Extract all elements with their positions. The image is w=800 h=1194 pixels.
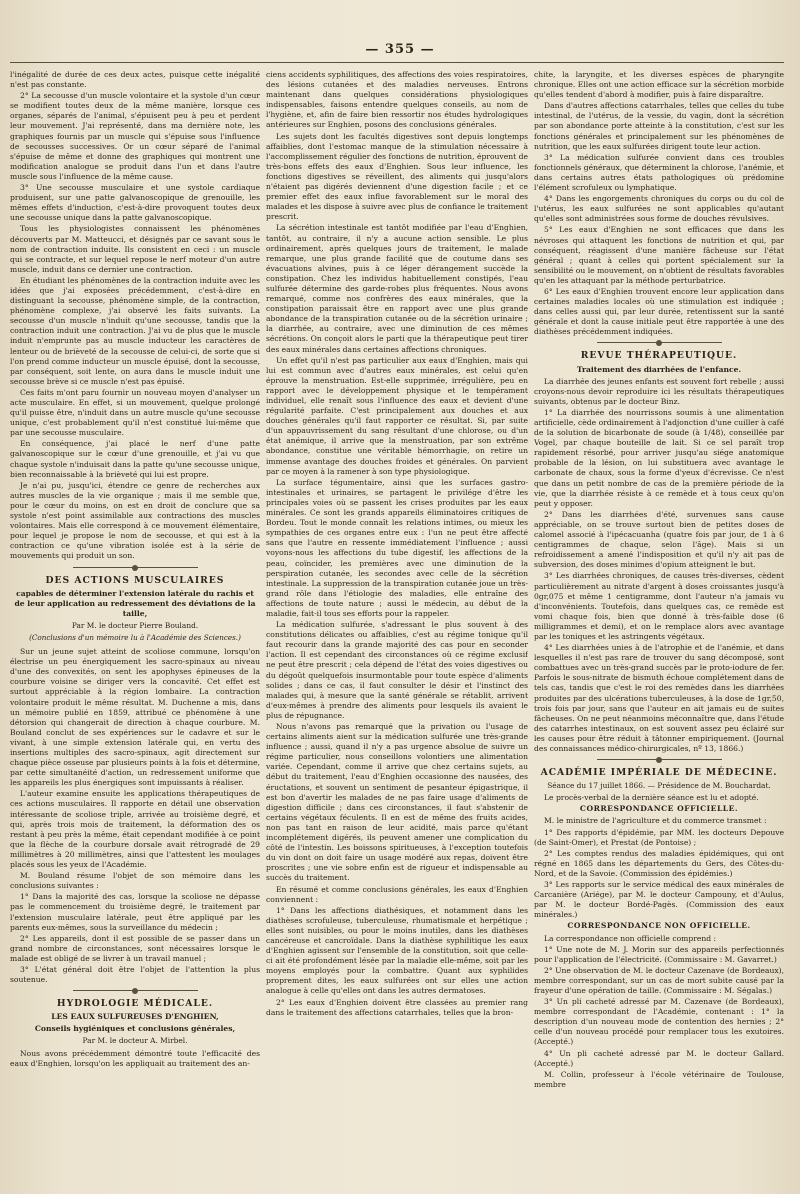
paragraph: 4° Les diarrhées unies à de l'atrophie et de l'anémie, et dans lesquelles il n'est pas rare de trouver du sang décomposé, sont combattues avec un très-grand succès par le proto-iodure de fer. Parfois le sous-nitrate de bismuth échoue complétement dans de tels cas, tandis que c'est le roi des remèdes dans les diarrhées produites par des ulcérations tuberculeuses, à la dose de 1gr,50, trois fois par jour, sans que l'auteur en ait jamais eu de suites fâcheuses. On ne peut néanmoins méconnaître que, dans l'étude des catarrhes intestinaux, on est souvent assez peu éclairé sur les causes pour être réduit à tâtonner empiriquement. (Journal des connaissances médico-chirurgicales, nº 13, 1866.) [534, 643, 784, 753]
paragraph: 1° La diarrhée des nourrissons soumis à une alimentation artificielle, cède ordinairement à l'adjonction d'une cuiller à café de la solution de bicarbonate de soude (à 1/48), conseillée par Vogel, par chaque bouteille de lait. Si ce sel paraît trop rapidement résorbé, pour arriver jusqu'au siége anatomique probable de la lésion, on lui substituera avec avantage le carbonate de chaux, sous la forme d'yeux d'écrevisse. Ce n'est que dans un petit nombre de cas de la première période de la vie, que la diarrhée résiste à ce remède et à tous ceux qu'on peut y opposer. [534, 407, 784, 508]
paragraph: En étudiant les phénomènes de la contraction induite avec les idées que j'ai exposées précédemment, c'est-à-dire en distinguant la secousse, phénomène simple, de la contraction, phénomène complexe, j'ai observé les faits suivants. La secousse d'un muscle n'induit qu'une secousse, tandis que la contraction induit une contraction. J'ai vu de plus que le muscle induit n'emprunte pas au muscle inducteur les caractères de lenteur ou de brièveté de la secousse de celui-ci, de sorte que si l'on prend comme inducteur un muscle épuisé, dont la secousse, par conséquent, soit lente, on aura dans le muscle induit une secousse brève si ce muscle n'est pas épuisé. [10, 275, 260, 386]
paragraph: 2° Les appareils, dont il est possible de se passer dans un grand nombre de circonstances, sont nécessaires lorsque le malade est obligé de se livrer à un travail manuel ; [10, 933, 260, 963]
paragraph: 1° Dans la majorité des cas, lorsque la scoliose ne dépasse pas le commencement du troisième degré, le traitement par l'extension musculaire latérale, peut être appliqué par les parents eux-mêmes, sous la surveillance du médecin ; [10, 892, 260, 932]
paragraph: M. Collin, professeur à l'école vétérinaire de Toulouse, membre [534, 1069, 784, 1089]
paragraph: La médication sulfurée, s'adressant le plus souvent à des constitutions délicates ou affaiblies, c'est au régime tonique qu'il faut recourir dans la grande majorité des cas pour en seconder l'action. Il est cependant des circonstances où ce régime exclusif ne peut être prescrit ; cela dépend de l'état des voies digestives ou du dégoût quelquefois insurmontable pour toute espèce d'aliments solides ; dans ce cas, il faut consulter le désir et l'instinct des malades qui, à mesure que la santé générale se rétablit, arrivent d'eux-mêmes à prendre des aliments pour lesquels ils avaient le plus de répugnance. [266, 620, 528, 720]
paragraph: Nous n'avons pas remarqué que la privation ou l'usage de certains aliments aient sur la médication sulfurée une très-grande influence ; aussi, quand il n'y a pas urgence absolue de suivre un régime particulier, nous conseillons volontiers une alimentation variée. Cependant, comme il arrive que chez certains sujets, au début du traitement, l'eau d'Enghien occasionne des nausées, des éructations, et souvent un sentiment de pesanteur épigastrique, il est bon d'avertir les malades de ne pas faire usage d'aliments de digestion difficile ; dans ces circonstances, il faut s'abstenir de certains végétaux féculents. Il en est de même des fruits acides, non pas tant en raison de leur acidité, mais parce qu'étant incomplétement digérés, ils peuvent amener une complication du côté de l'intestin. Les boissons spiritueuses, à l'exception toutefois du vin dont on doit faire un usage modéré aux repas, doivent être proscrites ; une vie sobre enfin est de rigueur et indispensable au succès du traitement. [266, 722, 528, 883]
paragraph: La diarrhée des jeunes enfants est souvent fort rebelle ; aussi croyons-nous devoir reproduire ici les résultats thérapeutiques suivants, obtenus par le docteur Binz. [534, 376, 784, 406]
paragraph: 5° Les eaux d'Enghien ne sont efficaces que dans les névroses qui attaquent les fonctions de nutrition et qui, par conséquent, réagissent d'une manière fâcheuse sur l'état général ; quant à celles qui portent spécialement sur la sensibilité ou le mouvement, on n'obtient de résultats favorables qu'en les attaquant par la méthode perturbatrice. [534, 225, 784, 285]
article-note: (Conclusions d'un mémoire lu à l'Académie des Sciences.) [29, 632, 241, 642]
paragraph: Tous les physiologistes connaissent les phénomènes découverts par M. Matteucci, et désignés par ce savant sous le nom de contraction induite. Ils consistent en ceci : un muscle qui se contracte, et sur lequel repose le nerf moteur d'un autre muscle, induit dans ce dernier une contraction. [10, 224, 260, 274]
section-heading: REVUE THÉRAPEUTIQUE. [580, 350, 738, 362]
section-subheading: Conseils hygiéniques et conclusions générales, [34, 1024, 236, 1034]
paragraph: 3° Une secousse musculaire et une systole cardiaque produisent, sur une patte galvanoscopique de grenouille, les mêmes effets d'induction, c'est-à-dire provoquent toutes deux une secousse unique dans la patte galvanoscopique. [10, 183, 260, 223]
paragraph: 3° L'état général doit être l'objet de l'attention la plus soutenue. [10, 964, 260, 985]
section-divider [73, 567, 198, 568]
paragraph: 1° Des rapports d'épidémie, par MM. les docteurs Depouve (de Saint-Omer), et Prestat (de Pontoise) ; [534, 827, 784, 847]
column-1 [10, 70, 260, 1186]
paragraph: 3° Un pli cacheté adressé par M. Cazenave (de Bordeaux), membre correspondant de l'Académie, contenant : 1° la description d'un nouveau mode de contention des hernies ; 2° celle d'un nouveau procédé pour remplacer tous les exutoires. (Accepté.) [534, 997, 784, 1047]
paragraph: l'inégalité de durée de ces deux actes, puisque cette inégalité n'est pas constante. [10, 70, 260, 90]
paragraph: 1° Dans les affections diathésiques, et notamment dans les diathèses scrofuleuse, tuberculeuse, rhumatismale et herpétique ; elles sont nuisibles, ou pour le moins inutiles, dans les diathèses cancéreuse et cancroïdale. Dans la diathèse syphilitique les eaux d'Enghien agissent sur l'ensemble de la constitution, soit que celle-ci ait été profondément lésée par la maladie elle-même, soit par les moyens employés pour la combattre. Quant aux syphilides proprement dites, les eaux sulfurées ont sur elles une action analogue à celle qu'elles ont dans les autres dermatoses. [266, 905, 528, 996]
paragraph: 3° Les diarrhées chroniques, de causes très-diverses, cèdent particulièrement au nitrate d'argent à doses croissantes jusqu'à 0gr,075 et même 1 centigramme, dont l'auteur n'a jamais vu d'inconvénients. Toutefois, dans quelques cas, ce remède est vomi chaque fois, bien que donné à très-faible dose (6 milligrammes et demi), et on le remplace alors avec avantage par les toniques et les astringents végétaux. [534, 571, 784, 641]
section-subheading: CORRESPONDANCE NON OFFICIELLE. [567, 921, 751, 931]
paragraph: 4° Un pli cacheté adressé par M. le docteur Gallard. (Accepté.) [534, 1048, 784, 1068]
paragraph: 3° La médication sulfurée convient dans ces troubles fonctionnels généraux, que déterminent la chlorose, l'anémie, et dans certains autres états pathologiques où prédomine l'élément scrofuleux ou lymphatique. [534, 152, 784, 193]
paragraph: En résumé et comme conclusions générales, les eaux d'Enghien conviennent : [266, 884, 528, 904]
page-number: — 355 — [365, 42, 435, 57]
paragraph: La correspondance non officielle comprend : [544, 933, 717, 943]
paragraph: M. le ministre de l'agriculture et du commerce transmet : [544, 816, 767, 826]
paragraph: ciens accidents syphilitiques, des affections des voies respiratoires, des lésions cutanées et des maladies nerveuses. Entrons maintenant dans quelques considérations physiologiques indispensables, faisons entendre quelques conseils, au nom de l'hygiène, et, afin de faire bien ressortir nos études hydrologiques antérieures sur Enghien, posons des conclusions générales. [266, 70, 528, 130]
paragraph: Sur un jeune sujet atteint de scoliose commune, lorsqu'on électrise un peu énergiquement les sacro-spinaux au niveau d'une des convexités, on sent les apophyses épineuses de la courbure voisine se diriger vers la concavité. Cet effet est surtout appréciable à la région lombaire. La contraction volontaire produit le même résultat. M. Duchenne a mis, dans un mémoire publié en 1859, attribué ce phénomène à une détorsion qui changerait de direction à chaque courbure. M. Bouland conclut de ses expériences sur le cadavre et sur le vivant, à une simple extension latérale qui, en vertu des insertions multiples des sacro-spinaux, agit directement sur chaque pièce osseuse par plusieurs points à la fois et détermine, par cette simultanéité d'action, un redressement uniforme que les appareils les plus énergiques sont impuissants à réaliser. [10, 647, 260, 788]
column-3 [534, 70, 784, 1186]
paragraph: 2° Dans les diarrhées d'été, survenues sans cause appréciable, on se trouve surtout bien de petites doses de calomel associé à l'ipécacuanha (quatre fois par jour, de 1 à 6 centigrammes de chaque, selon l'âge). Mais si un refroidissement a amené l'indisposition et qu'il n'y ait pas de subversion, des doses minimes d'opium atteignent le but. [534, 509, 784, 570]
paragraph: Ces faits m'ont paru fournir un nouveau moyen d'analyser un acte musculaire. En effet, si un mouvement, quelque prolongé qu'il puisse être, n'induit dans un autre muscle qu'une secousse unique, c'est probablement qu'il n'est constitué lui-même que par une secousse musculaire. [10, 387, 260, 438]
text-columns [10, 70, 784, 1186]
column-2 [266, 70, 528, 1186]
paragraph: 1° Une note de M. J. Morin sur des appareils perfectionnés pour l'application de l'électricité. (Commissaire : M. Gavarret.) [534, 944, 784, 964]
section-subheading: CORRESPONDANCE OFFICIELLE. [579, 804, 739, 814]
paragraph: 6° Les eaux d'Enghien trouvent encore leur application dans certaines maladies locales où une stimulation est indiquée ; dans celles aussi qui, par leur durée, retentissent sur la santé générale et dont la cause initiale peut être rapportée à une des diathèses précédemment indiquées. [534, 286, 784, 337]
paragraph: 2° Les eaux d'Enghien doivent être classées au premier rang dans le traitement des affections catarrhales, telles que la bron- [266, 997, 528, 1017]
paragraph: La surface tégumentaire, ainsi que les surfaces gastro-intestinales et urinaires, se partagent le privilége d'être les principales voies où se passent les crises produites par les eaux minérales. Ce sont les grands appareils éliminatoires critiques de Bordeu. Tout le monde connaît les relations intimes, ou mieux les sympathies de ces organes entre eux : l'un ne peut être affecté sans que l'autre en ressente immédiatement l'influence ; aussi voyons-nous les affections du tube digestif, les affections de la peau, coïncider, les premières avec une diminution de la perspiration cutanée, les secondes avec celle de la sécrétion intestinale. La suppression de la transpiration cutanée joue un très-grand rôle dans l'étiologie des maladies, elle entraîne des affections de toute nature ; aussi le médecin, au début de la maladie, fait-il tous ses efforts pour la rappeler. [266, 477, 528, 618]
paragraph: La sécrétion intestinale est tantôt modifiée par l'eau d'Enghien, tantôt, au contraire, il n'y a aucune action sensible. Le plus ordinairement, après quelques jours de traitement, le malade remarque, une plus grande facilité que de coutume dans ses évacuations alvines, puis à ce léger dérangement succède la constipation. Chez les individus habituellement constipés, l'eau sulfurée détermine des garde-robes plus fréquentes. Nous avons remarqué, comme nos confrères des eaux minérales, que la constipation paraissait être en rapport avec une plus grande abondance de la transpiration cutanée ou de la sécrétion urinaire ; la diarrhée, au contraire, avec une diminution de ces mêmes sécrétions. On conçoit alors le parti que la thérapeutique peut tirer des eaux minérales dans certaines affections chroniques. [266, 223, 528, 354]
paragraph: 3° Les rapports sur le service médical des eaux minérales de Carcanière (Ariége), par M. le docteur Campouny, et d'Aulus, par M. le docteur Bordé-Pagès. (Commission des eaux minérales.) [534, 880, 784, 920]
section-divider [73, 990, 198, 991]
article-author: Par M. le docteur Pierre Bouland. [71, 620, 199, 630]
paragraph: 4° Dans les engorgements chroniques du corps ou du col de l'utérus, les eaux sulfurées ne sont applicables qu'autant qu'elles sont administrées sous forme de douches révulsives. [534, 194, 784, 224]
paragraph: M. Bouland résume l'objet de son mémoire dans les conclusions suivantes : [10, 871, 260, 891]
paragraph: 2° Les comptes rendus des maladies épidémiques, qui ont régné en 1865 dans les départements du Gers, des Côtes-du-Nord, et de la Savoie. (Commission des épidémies.) [534, 848, 784, 878]
section-heading: HYDROLOGIE MÉDICALE. [56, 998, 214, 1010]
paragraph: L'auteur examine ensuite les applications thérapeutiques de ces actions musculaires. Il rapporte en détail une observation intéressante de scoliose triple, arrivée au troisième degré, et qui, après trois mois de traitement, la déformation des os restant à peu près la même, était cependant modifiée à ce point que la flèche de la courbure dorsale avait rétrogradé de 29 millimètres à 20 millimètres, ainsi que l'attestent les moulages placés sous les yeux de l'Académie. [10, 789, 260, 870]
paragraph: Un effet qu'il n'est pas particulier aux eaux d'Enghien, mais qui lui est commun avec d'autres eaux minérales, est celui qu'en éprouve la menstruation. Est-elle supprimée, irrégulière, peu en rapport avec le développement physique et le tempérament individuel, elle renaît sous l'influence des eaux et devient d'une régularité parfaite. C'est principalement aux douches et aux douches générales qu'il faut rapporter ce résultat. Si, par suite d'un appauvrissement du sang résultant d'une chlorose, ou d'un état anémique, il arrive que la menstruation, par son extrême abondance, constitue une véritable hémorrhagie, on retire un immense avantage des douches froides et générales. On parvient par ce moyen à la ramener à son type physiologique. [266, 355, 528, 476]
session-info: Séance du 17 juillet 1866. — Présidence de M. Bouchardat. [547, 781, 771, 791]
article-author: Par M. le docteur A. Mirbel. [82, 1036, 188, 1046]
paragraph: Nous avons précédemment démontré toute l'efficacité des eaux d'Enghien, lorsqu'on les appliquait au traitement des an- [10, 1048, 260, 1068]
section-subheading: LES EAUX SULFUREUSES D'ENGHIEN, [51, 1012, 219, 1022]
paragraph: Les sujets dont les facultés digestives sont depuis longtemps affaiblies, dont l'estomac manque de la stimulation nécessaire à l'accomplissement régulier des fonctions de nutrition, éprouvent de très-bons effets des eaux d'Enghien. Sous leur influence, les fonctions digestives se réveillent, des aliments qui jusqu'alors n'étaient pas digérés deviennent d'une digestion facile ; et ce premier effet des eaux influe favorablement sur le moral des malades et les dispose à suivre avec plus de confiance le traitement prescrit. [266, 131, 528, 222]
paragraph: En conséquence, j'ai placé le nerf d'une patte galvanoscopique sur le cœur d'une grenouille, et j'ai vu que chaque systole n'induisait dans la patte qu'une secousse unique, bien reconnaissable à la brièveté qui lui est propre. [10, 439, 260, 479]
header-rule [10, 62, 784, 63]
paragraph: Je n'ai pu, jusqu'ici, étendre ce genre de recherches aux autres muscles de la vie organique ; mais il me semble que, pour le cœur du moins, on est en droit de conclure que sa systole n'est point assimilable aux contractions des muscles volontaires. Mais elle correspond à ce mouvement élémentaire, pour lequel je propose le nom de secousse, et qui est à la contraction ce qu'une vibration isolée est à la série de mouvements qui produit un son. [10, 480, 260, 561]
paragraph: 2° La secousse d'un muscle volontaire et la systole d'un cœur se modifient toutes deux de la même manière, lorsque ces organes, séparés de l'animal, s'épuisent peu à peu et perdent leur mouvement. J'ai représenté, dans ma dernière note, les graphiques fournis par un muscle qui s'épuise sous l'influence de secousses successives. Or un cœur séparé de l'animal s'épuise de même et donne des graphiques qui montrent une modification analogue se produit dans l'un et dans l'autre muscle sous l'influence de la même cause. [10, 91, 260, 181]
paragraph: 2° Une observation de M. le docteur Cazenave (de Bordeaux), membre correspondant, sur un cas de mort subite causé par la frayeur d'une opération de taille. (Commissaire : M. Ségalas.) [534, 965, 784, 995]
paragraph: Le procès-verbal de la dernière séance est lu et adopté. [544, 793, 759, 803]
section-subheading: capables de déterminer l'extension latérale du rachis et de leur application au redressement des déviations de la taille, [14, 588, 256, 618]
section-divider [597, 759, 722, 760]
section-heading: DES ACTIONS MUSCULAIRES [45, 574, 225, 586]
section-heading: ACADÉMIE IMPÉRIALE DE MÉDECINE. [540, 767, 778, 779]
paragraph: Dans d'autres affections catarrhales, telles que celles du tube intestinal, de l'utérus, de la vessie, du vagin, dont la sécrétion par son abondance porte atteinte à la constitution, c'est sur les fonctions générales et principalement sur les phénomènes de nutrition, que les eaux sulfurées dirigent toute leur action. [534, 101, 784, 151]
paragraph: chite, la laryngite, et les diverses espèces de pharyngite chronique. Elles ont une action efficace sur la sécrétion morbide qu'elles tendent d'abord à modifier, puis à faire disparaître. [534, 70, 784, 100]
section-subheading: Traitement des diarrhées de l'enfance. [576, 364, 742, 374]
section-divider [597, 342, 722, 343]
